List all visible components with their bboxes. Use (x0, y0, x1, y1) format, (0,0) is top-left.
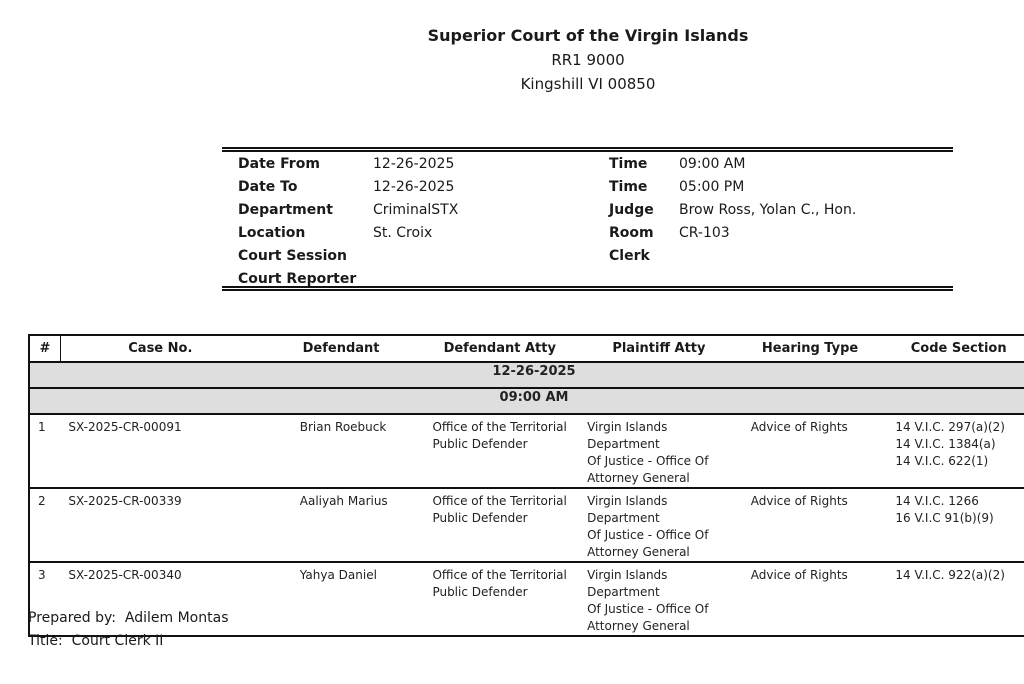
case-number: SX-2025-CR-00091 (60, 414, 259, 488)
code-section-line: 14 V.I.C. 1384(a) (895, 437, 996, 451)
row-number: 3 (29, 562, 60, 636)
defendant-atty-line: Public Defender (432, 585, 528, 599)
prepared-by-line (28, 607, 228, 630)
date-to-label: Date To (238, 179, 298, 195)
bottom-double-rule (222, 286, 953, 291)
row-number: 2 (29, 488, 60, 562)
date-from-value: 12-26-2025 (373, 156, 455, 172)
info-row (238, 245, 938, 268)
info-row (238, 199, 938, 222)
plaintiff-atty-line: Of Justice - Office Of (587, 454, 709, 468)
case-number: SX-2025-CR-00340 (60, 562, 259, 636)
defendant-atty-line: Public Defender (432, 437, 528, 451)
column-header-code-section: Code Section (879, 335, 1024, 362)
defendant-name: Brian Roebuck (260, 414, 423, 488)
judge-label: Judge (609, 202, 654, 218)
title-line (28, 630, 228, 653)
court-session-label: Court Session (238, 248, 347, 264)
plaintiff-atty-line: Of Justice - Office Of (587, 528, 709, 542)
title-value: Court Clerk II (71, 633, 164, 649)
court-address-line2: Kingshill VI 00850 (520, 75, 656, 93)
title-label: Title: (28, 633, 63, 649)
code-section-line: 14 V.I.C. 297(a)(2) (895, 420, 1005, 434)
defendant-atty (422, 414, 577, 488)
column-header-plaintiff-atty: Plaintiff Atty (577, 335, 741, 362)
plaintiff-atty-line: Attorney General (587, 545, 690, 559)
prepared-by-label: Prepared by: (28, 610, 116, 626)
plaintiff-atty-line: Of Justice - Office Of (587, 602, 709, 616)
column-header-defendant-atty: Defendant Atty (422, 335, 577, 362)
plaintiff-atty-line: Attorney General (587, 471, 690, 485)
defendant-atty-line: Public Defender (432, 511, 528, 525)
table-row (29, 414, 1024, 488)
judge-value: Brow Ross, Yolan C., Hon. (679, 202, 857, 218)
row-number: 1 (29, 414, 60, 488)
column-header-hearing-type: Hearing Type (741, 335, 880, 362)
plaintiff-atty-line: Virgin Islands Department (587, 568, 668, 599)
court-address-line1: RR1 9000 (551, 51, 625, 69)
clerk-label: Clerk (609, 248, 650, 264)
code-section (879, 488, 1024, 562)
code-section-line: 14 V.I.C. 922(a)(2) (895, 568, 1005, 582)
date-group-label: 12-26-2025 (29, 362, 1024, 388)
time-start-label: Time (609, 156, 648, 172)
table-row (29, 488, 1024, 562)
prepared-by-name: Adilem Montas (124, 610, 229, 626)
defendant-atty (422, 488, 577, 562)
hearing-type: Advice of Rights (741, 414, 880, 488)
code-section (879, 562, 1024, 636)
column-header-number: # (29, 335, 60, 362)
code-section-line: 14 V.I.C. 1266 (895, 494, 979, 508)
defendant-atty-line: Office of the Territorial (432, 568, 567, 582)
top-double-rule (222, 147, 953, 152)
room-label: Room (609, 225, 654, 241)
plaintiff-atty (577, 414, 741, 488)
plaintiff-atty-line: Virgin Islands Department (587, 420, 668, 451)
time-group-row (29, 388, 1024, 414)
defendant-name: Aaliyah Marius (260, 488, 423, 562)
column-header-case-no: Case No. (60, 335, 259, 362)
plaintiff-atty (577, 562, 741, 636)
code-section-line: 16 V.I.C 91(b)(9) (895, 511, 994, 525)
defendant-name: Yahya Daniel (260, 562, 423, 636)
location-label: Location (238, 225, 306, 241)
court-name: Superior Court of the Virgin Islands (427, 26, 749, 45)
court-header (0, 24, 1024, 96)
date-group-row (29, 362, 1024, 388)
time-end-value: 05:00 PM (679, 179, 745, 195)
info-row (238, 176, 938, 199)
department-value: CriminalSTX (373, 202, 459, 218)
plaintiff-atty-line: Attorney General (587, 619, 690, 633)
court-reporter-label: Court Reporter (238, 271, 357, 287)
defendant-atty-line: Office of the Territorial (432, 494, 567, 508)
date-to-value: 12-26-2025 (373, 179, 455, 195)
department-label: Department (238, 202, 333, 218)
hearing-type: Advice of Rights (741, 488, 880, 562)
info-row (238, 153, 938, 176)
info-row (238, 222, 938, 245)
time-group-label: 09:00 AM (29, 388, 1024, 414)
table-header-row (29, 335, 1024, 362)
location-value: St. Croix (373, 225, 433, 241)
column-header-defendant: Defendant (260, 335, 423, 362)
session-info-block (222, 147, 953, 291)
date-from-label: Date From (238, 156, 320, 172)
defendant-atty-line: Office of the Territorial (432, 420, 567, 434)
docket-table (28, 334, 1024, 637)
plaintiff-atty-line: Virgin Islands Department (587, 494, 668, 525)
hearing-type: Advice of Rights (741, 562, 880, 636)
case-number: SX-2025-CR-00339 (60, 488, 259, 562)
session-info-grid (238, 153, 938, 291)
room-value: CR-103 (679, 225, 730, 241)
plaintiff-atty (577, 488, 741, 562)
code-section-line: 14 V.I.C. 622(1) (895, 454, 989, 468)
time-start-value: 09:00 AM (679, 156, 746, 172)
prepared-by-footer (28, 607, 228, 653)
code-section (879, 414, 1024, 488)
defendant-atty (422, 562, 577, 636)
time-end-label: Time (609, 179, 648, 195)
